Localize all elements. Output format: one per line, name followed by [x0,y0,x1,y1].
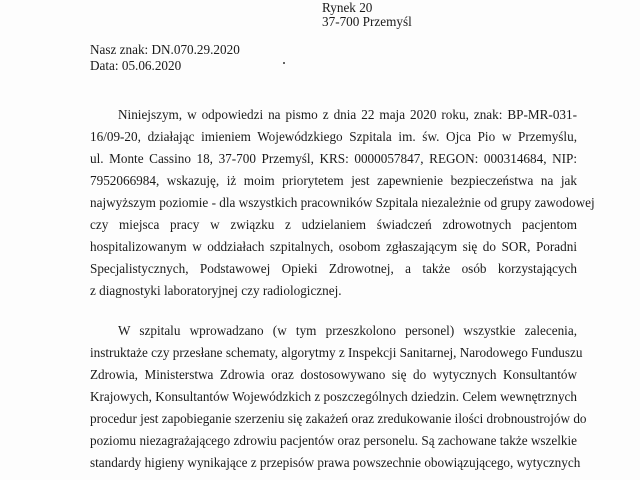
address-city: 37-700 Przemyśl [322,14,412,29]
paragraph-2-line: poziomu niezagrażającego zdrowiu pacjentów oraz personelu. Są zachowane także wszelkie [90,433,577,448]
paragraph-1-line: Specjalistycznych, Podstawowej Opieki Zdrowotnej, a także osób korzystających [90,261,577,276]
paragraph-1-line: Niniejszym, w odpowiedzi na pismo z dnia 22 maja 2020 roku, znak: BP-MR-031- [118,107,577,122]
paragraph-1-line: ul. Monte Cassino 18, 37-700 Przemyśl, KRS: 0000057847, REGON: 000314684, NIP: [90,151,577,166]
paragraph-2-line: Zdrowia, Ministerstwa Zdrowia oraz dostosowywano się do wytycznych Konsultantów [90,367,577,382]
our-reference: Nasz znak: DN.070.29.2020 [90,42,240,57]
paragraph-1-line: czy miejsca pracy w związku z udzielaniem świadczeń zdrowotnych pacjentom [90,217,577,232]
paragraph-1-line: 16/09-20, działając imieniem Wojewódzkiego Szpitala im. św. Ojca Pio w Przemyślu, [90,129,577,144]
paragraph-2-line: standardy higieny wynikające z przepisów prawa powszechnie obowiązującego, wytycznych [90,455,581,470]
paragraph-1-line: z diagnostyki laboratoryjnej czy radiologicznej. [90,283,342,298]
paragraph-1-line: 7952066984, wskazuję, iż moim priorytetem jest zapewnienie bezpieczeństwa na jak [90,173,577,188]
scan-speck [283,62,285,64]
paragraph-1-line: hospitalizowanym w oddziałach szpitalnych, osobom zgłaszającym się do SOR, Poradni [90,239,577,254]
paragraph-2-line: procedur jest zapobieganie szerzeniu się zakażeń oraz zredukowanie ilości drobnoustrojów do [90,411,587,426]
paragraph-2-line: instruktaże czy przesłane schematy, algorytmy z Inspekcji Sanitarnej, Narodowego Funduszu [90,345,583,360]
paragraph-1-line: najwyższym poziomie - dla wszystkich pracowników Szpitala niezależnie od grupy zawodowej [90,195,595,210]
paragraph-2-line: Krajowych, Konsultantów Wojewódzkich z poszczególnych dziedzin. Celem wewnętrznych [90,389,577,404]
paragraph-2-line: W szpitalu wprowadzano (w tym przeszkolono personel) wszystkie zalecenia, [118,323,577,338]
address-street: Rynek 20 [322,0,373,15]
letter-date: Data: 05.06.2020 [90,58,182,73]
